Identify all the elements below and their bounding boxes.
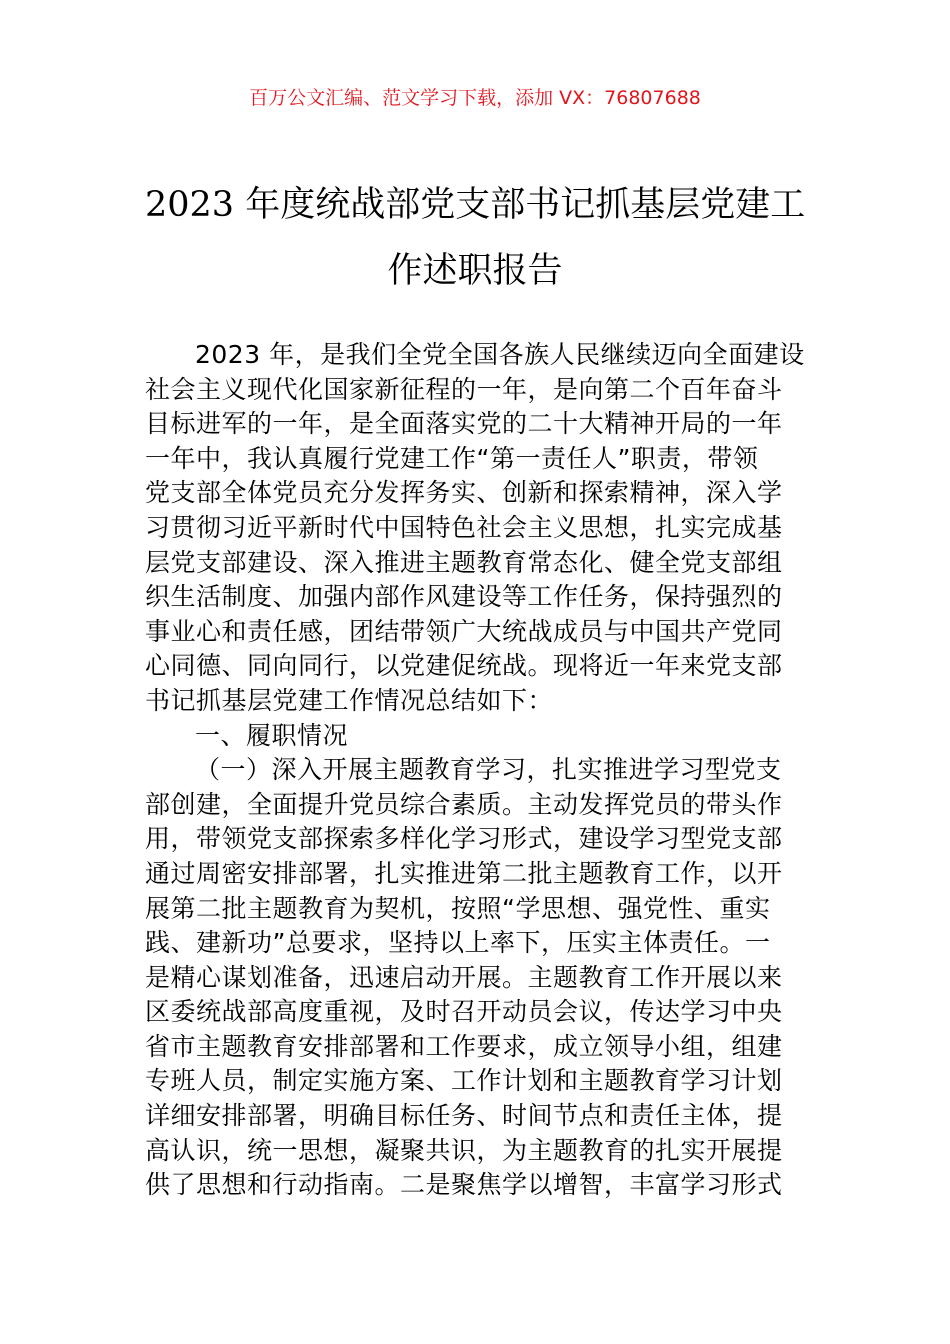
- paragraph-line: 专班人员，制定实施方案、工作计划和主题教育学习计划: [145, 1066, 783, 1096]
- paragraph-line: 部创建，全面提升党员综合素质。主动发挥党员的带头作: [145, 789, 783, 819]
- paragraph-line: 织生活制度、加强内部作风建设等工作任务，保持强烈的: [145, 582, 783, 612]
- paragraph-line: 目标进军的一年，是全面落实党的二十大精神开局的一年: [145, 409, 783, 439]
- paragraph-line: 层党支部建设、深入推进主题教育常态化、健全党支部组: [145, 547, 783, 577]
- paragraph-line: 社会主义现代化国家新征程的一年，是向第二个百年奋斗: [145, 374, 783, 404]
- paragraph-line: 高认识，统一思想，凝聚共识，为主题教育的扎实开展提: [145, 1135, 783, 1165]
- paragraph-line: 心同德、同向同行，以党建促统战。现将近一年来党支部: [145, 651, 783, 681]
- paragraph-line: 是精心谋划准备，迅速启动开展。主题教育工作开展以来: [145, 962, 783, 992]
- paragraph-line: 详细安排部署，明确目标任务、时间节点和责任主体，提: [145, 1101, 783, 1131]
- paragraph-line: 事业心和责任感，团结带领广大统战成员与中国共产党同: [145, 616, 783, 646]
- paragraph-line: 展第二批主题教育为契机，按照“学思想、强党性、重实: [145, 893, 771, 923]
- subsection-heading-line: （一）深入开展主题教育学习，扎实推进学习型党支: [195, 755, 782, 785]
- paragraph-line: 通过周密安排部署，扎实推进第二批主题教育工作，以开: [145, 858, 783, 888]
- section-heading: 一、履职情况: [195, 720, 349, 750]
- paragraph-line: 党支部全体党员充分发挥务实、创新和探索精神，深入学: [145, 478, 783, 508]
- paragraph-line: 书记抓基层党建工作情况总结如下：: [145, 685, 554, 715]
- paragraph-line: 一年中，我认真履行党建工作“第一责任人”职责，带领: [145, 443, 759, 473]
- paragraph-line: 省市主题教育安排部署和工作要求，成立领导小组，组建: [145, 1031, 783, 1061]
- paragraph-line: 供了思想和行动指南。二是聚焦学以增智，丰富学习形式: [145, 1170, 783, 1200]
- paragraph-line: 用，带领党支部探索多样化学习形式，建设学习型党支部: [145, 824, 783, 854]
- paragraph-line: 践、建新功”总要求，坚持以上率下，压实主体责任。一: [145, 928, 771, 958]
- title-line-1: 2023 年度统战部党支部书记抓基层党建工: [145, 185, 806, 225]
- header-watermark-note: 百万公文汇编、范文学习下载，添加 VX：76807688: [249, 87, 701, 109]
- paragraph-line: 习贯彻习近平新时代中国特色社会主义思想，扎实完成基: [145, 512, 783, 542]
- document-title: [145, 172, 805, 304]
- paragraph-line: 区委统战部高度重视，及时召开动员会议，传达学习中央: [145, 997, 783, 1027]
- title-line-2: 作述职报告: [387, 251, 563, 291]
- paragraph-line: 2023 年，是我们全党全国各族人民继续迈向全面建设: [195, 340, 805, 369]
- document-body: [145, 338, 809, 1203]
